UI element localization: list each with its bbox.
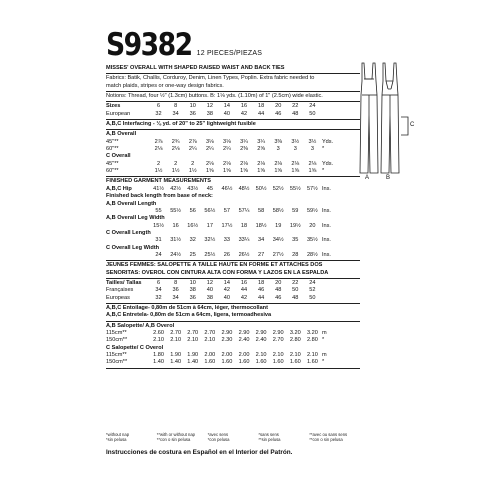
c-length-row — [106, 237, 360, 244]
measure-cell: 19½ — [289, 222, 301, 229]
measure-cell: 57 — [223, 207, 231, 214]
unit-label: Yds. — [321, 138, 334, 145]
yardage-cell: 2 — [191, 160, 195, 167]
measure-cell: 26½ — [238, 251, 250, 258]
c-length-title: C Overall Length — [106, 229, 151, 236]
metric-cell: 1.60 — [272, 359, 284, 366]
size-cell: 34 — [172, 110, 179, 117]
metric-cell: 2.10 — [153, 337, 164, 344]
yardage-cell: 2⅞ — [188, 138, 197, 145]
yardage-cell: 3¼ — [240, 138, 248, 145]
fabrics-line-1: Fabrics: Batik, Challis, Corduroy, Denim, Linen Types, Poplin. Extra fabric needed to — [106, 75, 315, 82]
yardage-cell: 2⅛ — [223, 160, 231, 167]
size-cell: 46 — [275, 294, 282, 301]
measure-cell: 28 — [292, 251, 299, 258]
yardage-cell: 3⅜ — [274, 138, 283, 145]
measure-cell: 18½ — [255, 222, 267, 229]
yardage-cell: 1⅝ — [223, 168, 231, 175]
metric-cell: 2.10 — [204, 337, 216, 344]
yardage-cell: 2⅛ — [308, 160, 317, 167]
yardage-cell: 3½ — [291, 138, 300, 145]
unit-label: * — [321, 146, 325, 153]
measure-cell: 56 — [189, 207, 196, 214]
ab-leg-row — [106, 223, 360, 230]
size-cell: 34 — [172, 294, 179, 301]
size-cell: 22 — [292, 103, 299, 110]
metric-cell: 2.40 — [238, 337, 250, 344]
garment-technical-drawings — [352, 55, 432, 181]
row-label: 115cm** — [106, 352, 127, 359]
european-sizes-row — [106, 111, 360, 118]
measure-cell: 25½ — [204, 251, 216, 258]
size-cell: 42 — [240, 110, 248, 117]
interfacing-line: A,B,C Interfacing - ⅛ yd. of 20" to 25" lightweight fusible — [106, 121, 256, 128]
unit-label: * — [321, 337, 325, 344]
back-length-title: Finished back length from base of neck: — [106, 193, 213, 200]
size-cell: 34 — [155, 287, 162, 294]
metric-cell: 2.90 — [255, 330, 267, 336]
metric-row — [106, 330, 360, 337]
unit-label: Ins. — [321, 251, 331, 258]
size-cell: 48 — [292, 110, 299, 117]
metric-cell: 2.10 — [170, 337, 182, 344]
garment-title: MISSES' OVERALL WITH SHAPED RAISED WAIST AND BACK TIES — [106, 65, 285, 71]
envelope-back-chart — [106, 65, 360, 370]
yardage-row — [106, 168, 360, 175]
size-cell: 6 — [156, 103, 161, 110]
unit-label: Ins. — [321, 185, 331, 192]
measure-cell: 19 — [275, 222, 282, 229]
metric-cell: 3.20 — [289, 330, 301, 336]
metric-cell: 2.80 — [306, 337, 318, 344]
size-cell: 10 — [189, 103, 196, 110]
size-cell: 40 — [223, 294, 231, 301]
measure-cell: 42½ — [170, 185, 182, 192]
metric-cell: 2.10 — [272, 352, 284, 359]
size-cell: 24 — [309, 103, 316, 110]
yardage-cell: 1⅝ — [308, 168, 317, 175]
c-overall-title: C Overall — [106, 153, 131, 160]
row-label: Françaises — [106, 287, 134, 294]
yardage-cell: 2¾ — [171, 138, 180, 145]
yardage-cell: 3⅛ — [223, 138, 231, 145]
yardage-cell: 2¼ — [188, 146, 197, 153]
french-title: JEUNES FEMMES: SALOPETTE À TAILLE HAUTE EN FORME ET ATTACHES DOS — [106, 262, 323, 269]
row-label: European — [106, 110, 131, 117]
size-cell: 12 — [206, 279, 213, 286]
yardage-cell: 3¼ — [257, 138, 265, 145]
measure-cell: 33¼ — [238, 237, 250, 244]
yardage-cell: 1⅝ — [205, 168, 214, 175]
unit-label: m — [321, 330, 327, 336]
hip-row — [106, 186, 360, 193]
measure-cell: 16 — [172, 222, 179, 229]
figure-label-b: B — [386, 175, 391, 181]
size-cell: 32 — [155, 110, 162, 117]
measure-cell: 58 — [257, 207, 265, 214]
measure-cell: 33 — [223, 237, 231, 244]
divider — [106, 119, 360, 120]
divider — [106, 321, 360, 322]
unit-label: Yds. — [321, 160, 334, 167]
finished-measurements-title: FINISHED GARMENT MEASUREMENTS — [106, 178, 212, 185]
unit-label: Ins. — [321, 222, 331, 229]
unit-label: * — [321, 168, 325, 175]
metric-cell: 1.40 — [170, 359, 182, 366]
size-cell: 38 — [206, 110, 213, 117]
metric-cell: 1.60 — [289, 359, 301, 366]
measure-cell: 31½ — [170, 237, 182, 244]
divider — [106, 303, 360, 304]
yardage-cell: 2⅛ — [171, 146, 180, 153]
yardage-row — [106, 146, 360, 153]
measure-cell: 17 — [206, 222, 213, 229]
metric-cell: 2.00 — [221, 352, 233, 359]
entoilage-line: A,B,C Entoilage- 0,80m de 51cm à 64cm, léger, thermocollant — [106, 304, 268, 311]
size-cell: 18 — [257, 279, 265, 286]
yardage-cell: 2 — [174, 160, 178, 167]
measure-cell: 26 — [223, 251, 231, 258]
size-cell: 42 — [223, 287, 231, 294]
size-cell: 48 — [292, 294, 299, 301]
divider — [106, 129, 360, 130]
nap-footnotes — [106, 432, 360, 442]
divider — [106, 73, 360, 74]
yardage-cell: 2¼ — [223, 146, 231, 153]
overall-line-drawing — [352, 55, 432, 175]
row-spacer — [106, 237, 150, 244]
row-label: 45"** — [106, 138, 119, 145]
ab-length-row — [106, 208, 360, 215]
footnote: *avec sens *con pelusa — [207, 432, 230, 442]
yardage-cell: 2⅛ — [257, 160, 265, 167]
footnote: *without nap *sin pelusa — [106, 432, 130, 442]
spanish-title: SEÑORITAS: OVEROL CON CINTURA ALTA CON FORMA Y LAZOS EN LA ESPALDA — [106, 269, 329, 276]
yardage-cell: 3⅛ — [205, 138, 214, 145]
size-cell: 18 — [257, 103, 265, 110]
yardage-cell: 1½ — [154, 168, 163, 175]
footnote: *sans sens **sin pelusa — [258, 432, 281, 442]
measure-cell: 17½ — [221, 222, 233, 229]
size-cell: 48 — [275, 287, 282, 294]
measure-cell: 18 — [240, 222, 248, 229]
metric-cell: 2.10 — [255, 352, 267, 359]
yardage-cell: 1⅝ — [240, 168, 248, 175]
size-cell: 10 — [189, 279, 196, 286]
measure-cell: 35½ — [306, 237, 318, 244]
yardage-cell: 3 — [293, 146, 297, 153]
measure-cell: 57¼ — [238, 207, 250, 214]
size-cell: 36 — [189, 110, 196, 117]
yardage-cell: 2¼ — [205, 146, 214, 153]
europeas-row — [106, 295, 360, 302]
c-leg-title: C Overall Leg Width — [106, 244, 160, 251]
measure-cell: 43½ — [187, 185, 199, 192]
fabrics-line-2: match plaids, stripes or one-way design fabrics. — [106, 82, 224, 89]
row-spacer — [106, 208, 150, 215]
metric-cell: 2.70 — [272, 337, 284, 344]
yardage-cell: 1⅝ — [274, 168, 283, 175]
size-cell: 32 — [155, 294, 162, 301]
entretela-line: A,B,C Entretela- 0,80m de 51cm a 64cm, ligera, termoadhesiva — [106, 312, 272, 319]
measure-cell: 55 — [155, 207, 162, 214]
measure-cell: 32½ — [204, 237, 216, 244]
pattern-header — [106, 27, 263, 63]
notions-line: Notions: Thread, four ½" (1.3cm) buttons. B: 1⅛ yds. (1.10m) of 1" (2.5cm) wide elastic. — [106, 93, 323, 100]
size-cell: 50 — [292, 287, 299, 294]
metric-cell: 2.40 — [255, 337, 267, 344]
size-cell: 44 — [257, 110, 265, 117]
size-cell: 50 — [309, 294, 316, 301]
divider — [106, 101, 360, 102]
metric-cell: 1.40 — [187, 359, 199, 366]
measure-cell: 34 — [257, 237, 265, 244]
metric-row — [106, 352, 360, 359]
yardage-cell: 2 — [156, 160, 161, 167]
size-cell: 36 — [189, 294, 196, 301]
metric-cell: 2.70 — [170, 330, 182, 336]
metric-cell: 1.60 — [255, 359, 267, 366]
row-label: 150cm** — [106, 337, 128, 344]
yardage-cell: 3½ — [308, 138, 317, 145]
measure-cell: 35 — [292, 237, 299, 244]
size-cell: 44 — [257, 294, 265, 301]
size-cell: 40 — [206, 287, 213, 294]
metric-cell: 1.90 — [170, 352, 182, 359]
measure-cell: 24½ — [170, 251, 182, 258]
metric-cell: 2.90 — [238, 330, 250, 336]
yardage-cell: 1½ — [188, 168, 197, 175]
metric-cell: 2.10 — [289, 352, 301, 359]
measure-cell: 32 — [189, 237, 196, 244]
size-cell: 46 — [275, 110, 282, 117]
measure-cell: 50½ — [255, 185, 267, 192]
metric-row — [106, 359, 360, 366]
metric-row — [106, 337, 360, 344]
metric-cell: 2.90 — [272, 330, 284, 336]
size-cell: 20 — [275, 103, 282, 110]
divider — [106, 91, 360, 92]
unit-label: m — [321, 352, 327, 359]
size-cell: 16 — [240, 279, 248, 286]
figure-label-a: A — [365, 175, 370, 181]
metric-cell: 3.20 — [306, 330, 318, 336]
row-label: 60"** — [106, 168, 119, 175]
yardage-cell: 2⅛ — [291, 160, 300, 167]
measure-cell: 45 — [206, 185, 213, 192]
row-label: 45"** — [106, 160, 119, 167]
divider — [106, 260, 360, 261]
measure-cell: 25 — [189, 251, 196, 258]
measure-cell: 58½ — [272, 207, 284, 214]
yardage-cell: 1⅝ — [257, 168, 265, 175]
yardage-cell: 2⅝ — [257, 146, 265, 153]
yardage-cell: 2⅛ — [205, 160, 214, 167]
measure-cell: 34½ — [272, 237, 284, 244]
measure-cell: 59 — [292, 207, 299, 214]
metric-cell: 2.30 — [221, 337, 233, 344]
row-spacer — [106, 252, 150, 259]
metric-cell: 1.60 — [238, 359, 250, 366]
metric-cell: 1.80 — [153, 352, 164, 359]
size-cell: 24 — [309, 279, 316, 286]
divider — [106, 278, 360, 279]
measure-cell: 56½ — [204, 207, 216, 214]
size-cell: 8 — [174, 279, 178, 286]
size-cell: 36 — [172, 287, 179, 294]
row-label: Europeas — [106, 294, 130, 301]
measure-cell: 31 — [155, 237, 162, 244]
yardage-cell: 2⅜ — [240, 146, 248, 153]
measure-cell: 15½ — [153, 222, 164, 229]
metric-cell: 2.70 — [187, 330, 199, 336]
size-cell: 22 — [292, 279, 299, 286]
metric-cell: 2.00 — [238, 352, 250, 359]
divider — [106, 368, 360, 369]
metric-cell: 2.90 — [221, 330, 233, 336]
size-cell: 42 — [240, 294, 248, 301]
divider — [106, 176, 360, 177]
measure-cell: 55½ — [289, 185, 301, 192]
spanish-instructions-note: Instrucciones de costura en Español en el Interior del Patrón. — [106, 449, 293, 456]
yardage-row — [106, 161, 360, 168]
metric-cell: 2.10 — [306, 352, 318, 359]
size-cell: 38 — [206, 294, 213, 301]
row-label: Tailles/ Tallas — [106, 279, 142, 286]
metric-cell: 1.60 — [221, 359, 233, 366]
pattern-number: S9382 — [106, 27, 192, 63]
size-cell: 50 — [309, 110, 316, 117]
measure-cell: 28½ — [306, 251, 318, 258]
ab-leg-title: A,B Overall Leg Width — [106, 215, 165, 222]
measure-cell: 27 — [257, 251, 265, 258]
measure-cell: 24 — [155, 251, 162, 258]
metric-cell: 2.70 — [204, 330, 216, 336]
yardage-cell: 2⅛ — [154, 146, 163, 153]
row-label: A,B,C Hip — [106, 185, 132, 192]
c-salopette-title: C Salopette/ C Overol — [106, 344, 164, 351]
yardage-cell: 2⅛ — [240, 160, 248, 167]
metric-cell: 1.90 — [187, 352, 199, 359]
row-label: 60"** — [106, 146, 119, 153]
tailles-row — [106, 280, 360, 287]
metric-cell: 2.60 — [153, 330, 164, 336]
measure-cell: 20 — [309, 222, 316, 229]
yardage-cell: 1⅝ — [291, 168, 300, 175]
measure-cell: 27½ — [272, 251, 284, 258]
size-cell: 44 — [240, 287, 248, 294]
measure-cell: 57½ — [306, 185, 318, 192]
ab-length-title: A,B Overall Length — [106, 200, 157, 207]
metric-cell: 1.60 — [204, 359, 216, 366]
c-leg-row — [106, 252, 360, 259]
unit-label: Ins. — [321, 207, 331, 214]
yardage-cell: 2⅞ — [154, 138, 163, 145]
size-cell: 20 — [275, 279, 282, 286]
metric-cell: 2.00 — [204, 352, 216, 359]
yardage-cell: 2⅛ — [274, 160, 283, 167]
size-cell: 38 — [189, 287, 196, 294]
row-spacer — [106, 223, 150, 230]
measure-cell: 55½ — [170, 207, 182, 214]
metric-cell: 1.40 — [153, 359, 164, 366]
unit-label: Ins. — [321, 237, 331, 244]
ab-salopette-title: A,B Salopette/ A,B Overol — [106, 322, 175, 329]
measure-cell: 16½ — [187, 222, 199, 229]
yardage-cell: 3 — [310, 146, 314, 153]
measure-cell: 48½ — [238, 185, 250, 192]
measure-cell: 59½ — [306, 207, 318, 214]
size-cell: 8 — [174, 103, 178, 110]
footnote: **avec ou sans sens **con o sin pelusa — [309, 432, 348, 442]
size-cell: 14 — [223, 279, 231, 286]
unit-label: * — [321, 359, 325, 366]
size-cell: 14 — [223, 103, 231, 110]
size-cell: 52 — [309, 287, 316, 294]
size-cell: 16 — [240, 103, 248, 110]
figure-label-c: C — [410, 122, 415, 128]
metric-cell: 2.80 — [289, 337, 301, 344]
yardage-cell: 3 — [276, 146, 280, 153]
metric-cell: 2.10 — [187, 337, 199, 344]
size-cell: 46 — [257, 287, 265, 294]
measure-cell: 52½ — [272, 185, 284, 192]
sizes-row — [106, 103, 360, 110]
footnote: **with or without nap **con o sin pelusa — [156, 432, 195, 442]
yardage-row — [106, 139, 360, 146]
row-label: Sizes — [106, 103, 121, 110]
francaises-row — [106, 287, 360, 294]
metric-cell: 1.60 — [306, 359, 318, 366]
ab-overall-title: A,B Overall — [106, 131, 137, 138]
row-label: 150cm** — [106, 359, 128, 366]
row-label: 115cm** — [106, 330, 127, 336]
measure-cell: 41½ — [153, 185, 164, 192]
measure-cell: 46½ — [221, 185, 233, 192]
yardage-cell: 1½ — [171, 168, 180, 175]
size-cell: 12 — [206, 103, 213, 110]
pieces-count: 12 PIECES/PIEZAS — [196, 50, 263, 57]
size-cell: 6 — [156, 279, 161, 286]
size-cell: 40 — [223, 110, 231, 117]
